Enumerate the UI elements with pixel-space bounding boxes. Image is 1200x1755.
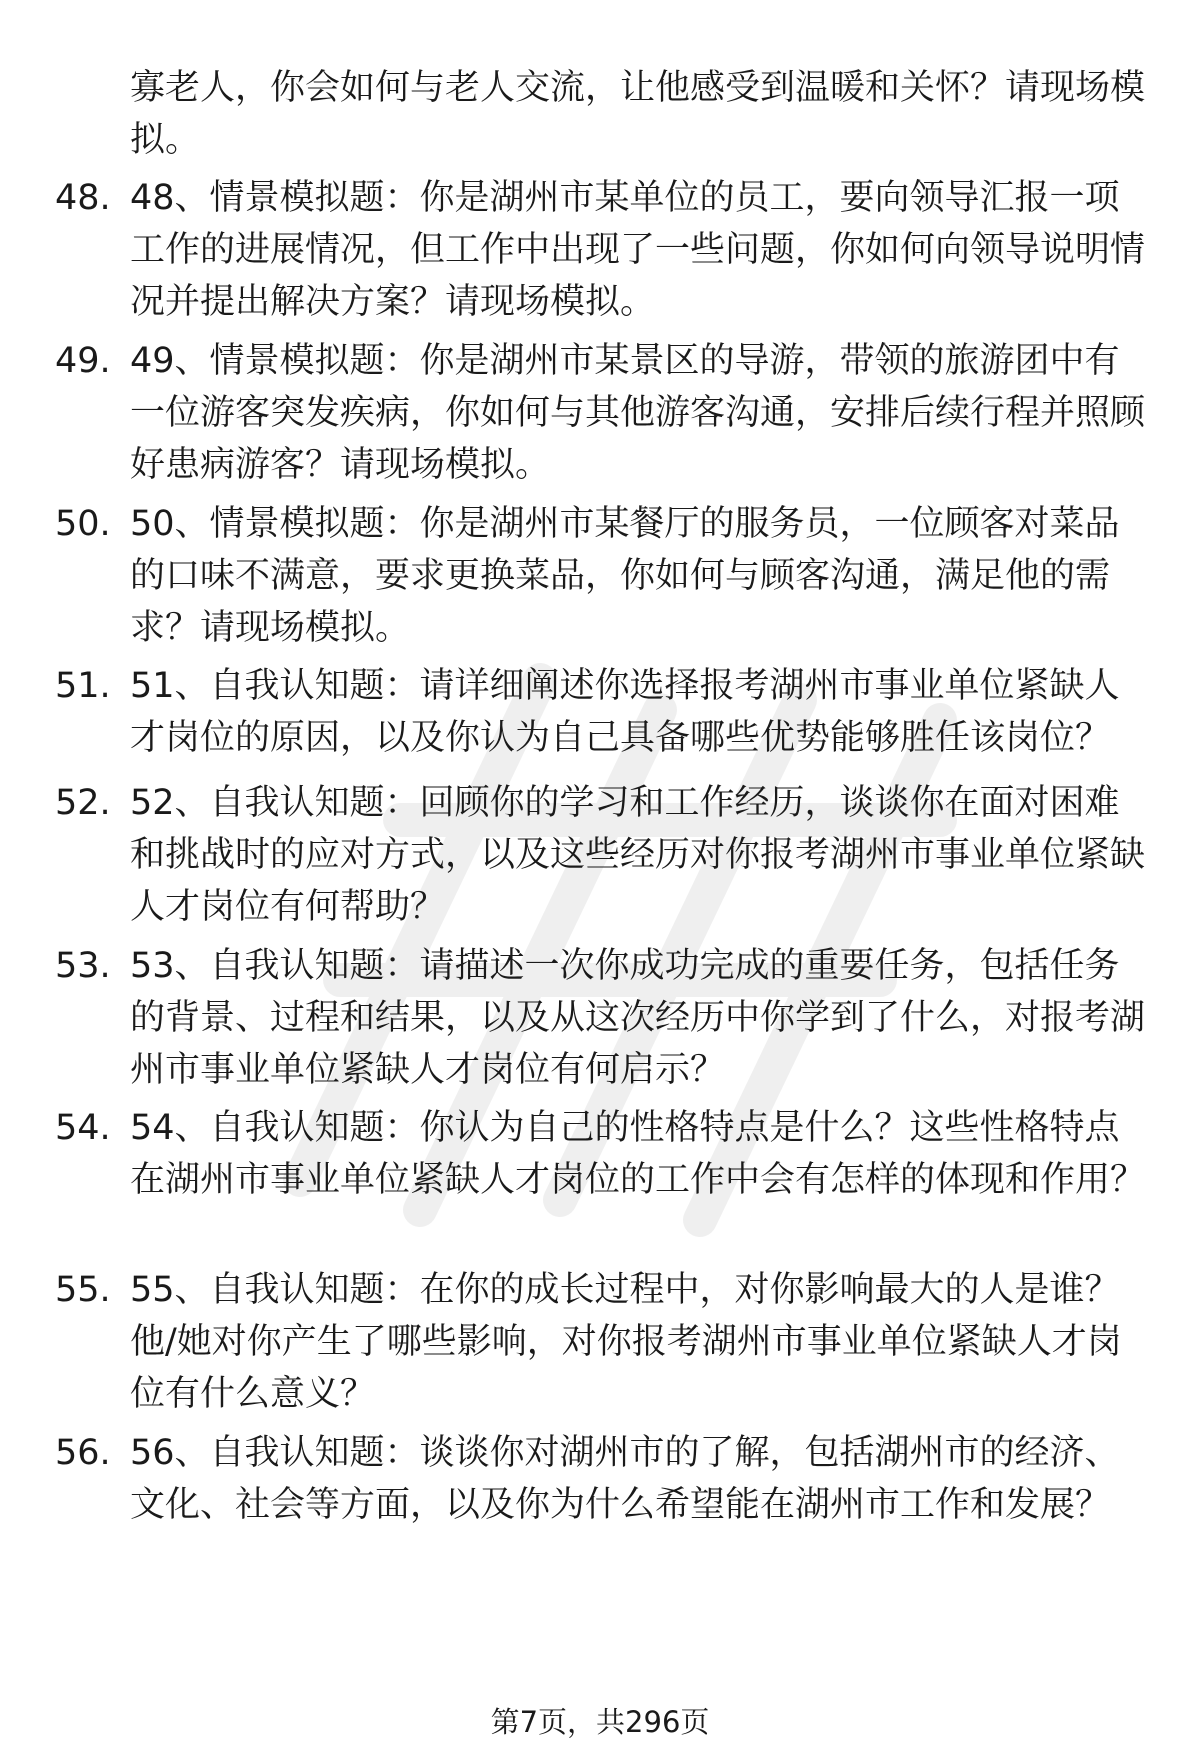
- list-item-number: 52.: [55, 783, 111, 823]
- list-item-number: 53.: [55, 946, 111, 986]
- list-item-number: 49.: [55, 341, 111, 381]
- list-item-number: 50.: [55, 504, 111, 544]
- page-footer: 第7页，共296页: [490, 1705, 710, 1739]
- list-item-number: 55.: [55, 1270, 111, 1310]
- list-item-text: 55、自我认知题：在你的成长过程中，对你影响最大的人是谁？他/她对你产生了哪些影响，对你报考湖州市事业单位紧缺人才岗位有什么意义？: [130, 1270, 1122, 1414]
- list-item-text: 50、情景模拟题：你是湖州市某餐厅的服务员，一位顾客对菜品的口味不满意，要求更换菜品，你如何与顾客沟通，满足他的需求？请现场模拟。: [130, 504, 1120, 648]
- list-item-text: 48、情景模拟题：你是湖州市某单位的员工，要向领导汇报一项工作的进展情况，但工作中出现了一些问题，你如何向领导说明情况并提出解决方案？请现场模拟。: [130, 178, 1146, 322]
- list-item-number: 48.: [55, 178, 111, 218]
- list-item-number: 56.: [55, 1433, 111, 1473]
- list-item-text: 51、自我认知题：请详细阐述你选择报考湖州市事业单位紧缺人才岗位的原因，以及你认为自己具备哪些优势能够胜任该岗位？: [130, 666, 1120, 758]
- list-item-text: 56、自我认知题：谈谈你对湖州市的了解，包括湖州市的经济、文化、社会等方面，以及你为什么希望能在湖州市工作和发展？: [130, 1433, 1120, 1525]
- list-item-number: 51.: [55, 666, 111, 706]
- list-item-text: 53、自我认知题：请描述一次你成功完成的重要任务，包括任务的背景、过程和结果，以及从这次经历中你学到了什么，对报考湖州市事业单位紧缺人才岗位有何启示？: [130, 946, 1146, 1090]
- list-item-number: 54.: [55, 1108, 111, 1148]
- list-item-text: 49、情景模拟题：你是湖州市某景区的导游，带领的旅游团中有一位游客突发疾病，你如何与其他游客沟通，安排后续行程并照顾好患病游客？请现场模拟。: [130, 341, 1146, 485]
- list-item-text: 54、自我认知题：你认为自己的性格特点是什么？这些性格特点在湖州市事业单位紧缺人才岗位的工作中会有怎样的体现和作用？: [130, 1108, 1146, 1200]
- list-item-text: 52、自我认知题：回顾你的学习和工作经历，谈谈你在面对困难和挑战时的应对方式，以及这些经历对你报考湖州市事业单位紧缺人才岗位有何帮助？: [130, 783, 1146, 927]
- intro-paragraph: 寡老人，你会如何与老人交流，让他感受到温暖和关怀？请现场模拟。: [130, 68, 1146, 160]
